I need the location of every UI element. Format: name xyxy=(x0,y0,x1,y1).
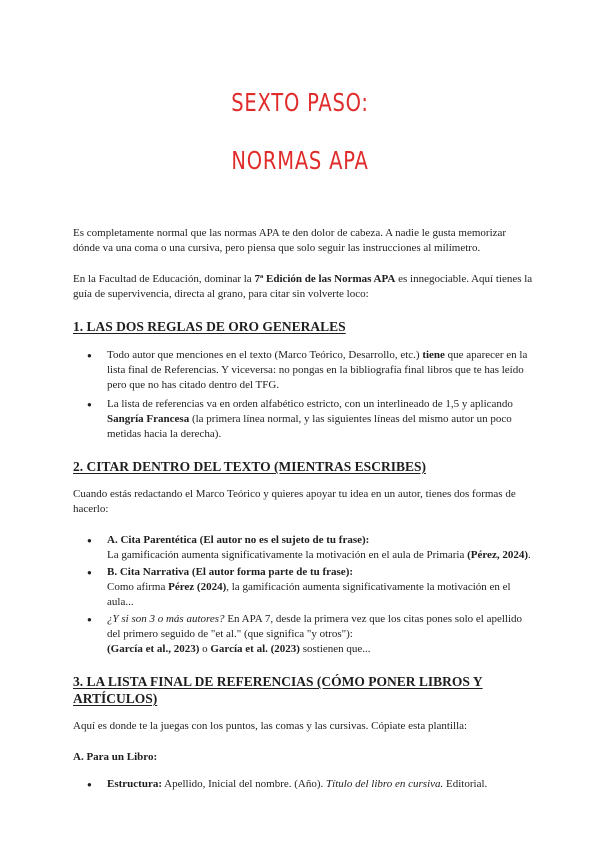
intro-paragraph-1: Es completamente normal que las normas APA te den dolor de cabeza. A nadie le gusta memorizar dónde va una coma o una cursiva, pero piensa que solo seguir las instrucciones al milímetro. xyxy=(73,227,507,254)
section-3-heading: 3. LA LISTA FINAL DE REFERENCIAS (CÓMO PONER LIBROS Y ARTÍCULOS) xyxy=(73,674,483,706)
document-body xyxy=(73,226,535,792)
title-line-1: SEXTO PASO: xyxy=(231,88,369,117)
bold-span: Estructura: xyxy=(107,778,162,790)
list-item xyxy=(73,612,535,657)
text-span: Como afirma xyxy=(107,581,169,593)
section-1-heading: 1. LAS DOS REGLAS DE ORO GENERALES xyxy=(73,319,346,334)
bold-span: Sangría Francesa xyxy=(107,413,190,425)
bold-span: tiene xyxy=(422,349,445,361)
text-span: que aparecer en la lista final de Referencias. Y viceversa: no pongas en la bibliografía final libros que te has leído pero que no has citado dentro del TFG. xyxy=(107,349,528,391)
section-2-intro: Cuando estás redactando el Marco Teórico y quieres apoyar tu idea en un autor, tienes dos formas de hacerlo: xyxy=(73,488,516,515)
text-span: En APA 7, desde la primera vez que los citas pones solo el apellido del primero seguido de "et al." (que significa "y otros"): xyxy=(107,613,523,640)
list-item xyxy=(73,777,535,792)
text-span: sostienen que... xyxy=(299,643,371,655)
section-2-heading: 2. CITAR DENTRO DEL TEXTO (MIENTRAS ESCRIBES) xyxy=(73,459,426,474)
italic-span: Título del libro en cursiva. xyxy=(326,778,444,790)
text-span: Apellido, Inicial del nombre. (Año). xyxy=(162,778,327,790)
italic-span: ¿Y si son 3 o más autores? xyxy=(107,613,225,625)
text-span: La gamificación aumenta significativamente la motivación en el aula de Primaria xyxy=(107,549,468,561)
section-1-list xyxy=(73,348,535,442)
list-item xyxy=(73,533,535,563)
bold-span: (Pérez, 2024) xyxy=(467,549,528,561)
title-line-2: NORMAS APA xyxy=(231,146,369,175)
list-item xyxy=(73,348,535,393)
section-2-list xyxy=(73,533,535,657)
text-span: , la gamificación aumenta significativamente la motivación en el aula... xyxy=(107,581,511,608)
section-3-intro: Aquí es donde te la juegas con los puntos, las comas y las cursivas. Cópiate esta plantilla: xyxy=(73,720,468,732)
bold-span: Pérez (2024) xyxy=(168,581,227,593)
text-span: En la Facultad de Educación, dominar la xyxy=(73,273,255,285)
text-span: . xyxy=(528,549,531,561)
bold-span: A. Cita Parentética (El autor no es el sujeto de tu frase): xyxy=(107,534,370,546)
subsection-book: A. Para un Libro: xyxy=(73,751,158,763)
intro-paragraph-2 xyxy=(73,272,535,302)
bold-span: 7ª Edición de las Normas APA xyxy=(254,273,396,285)
list-item xyxy=(73,565,535,610)
text-span: Editorial. xyxy=(443,778,488,790)
bold-span: B. Cita Narrativa (El autor forma parte de tu frase): xyxy=(107,566,354,578)
bold-span: (García et al., 2023) xyxy=(107,643,200,655)
text-span: La lista de referencias va en orden alfabético estricto, con un interlineado de 1,5 y aplicando xyxy=(107,398,513,410)
bold-span: García et al. (2023) xyxy=(210,643,300,655)
text-span: (la primera línea normal, y las siguientes líneas del mismo autor un poco metidas hacia la derecha). xyxy=(107,413,512,440)
text-span: es innegociable. Aquí tienes la guía de supervivencia, directa al grano, para citar sin volverte loco: xyxy=(73,273,533,300)
text-span: o xyxy=(199,643,211,655)
list-item xyxy=(73,397,535,442)
section-3-list xyxy=(73,777,535,792)
text-span: Todo autor que menciones en el texto (Marco Teórico, Desarrollo, etc.) xyxy=(107,349,423,361)
